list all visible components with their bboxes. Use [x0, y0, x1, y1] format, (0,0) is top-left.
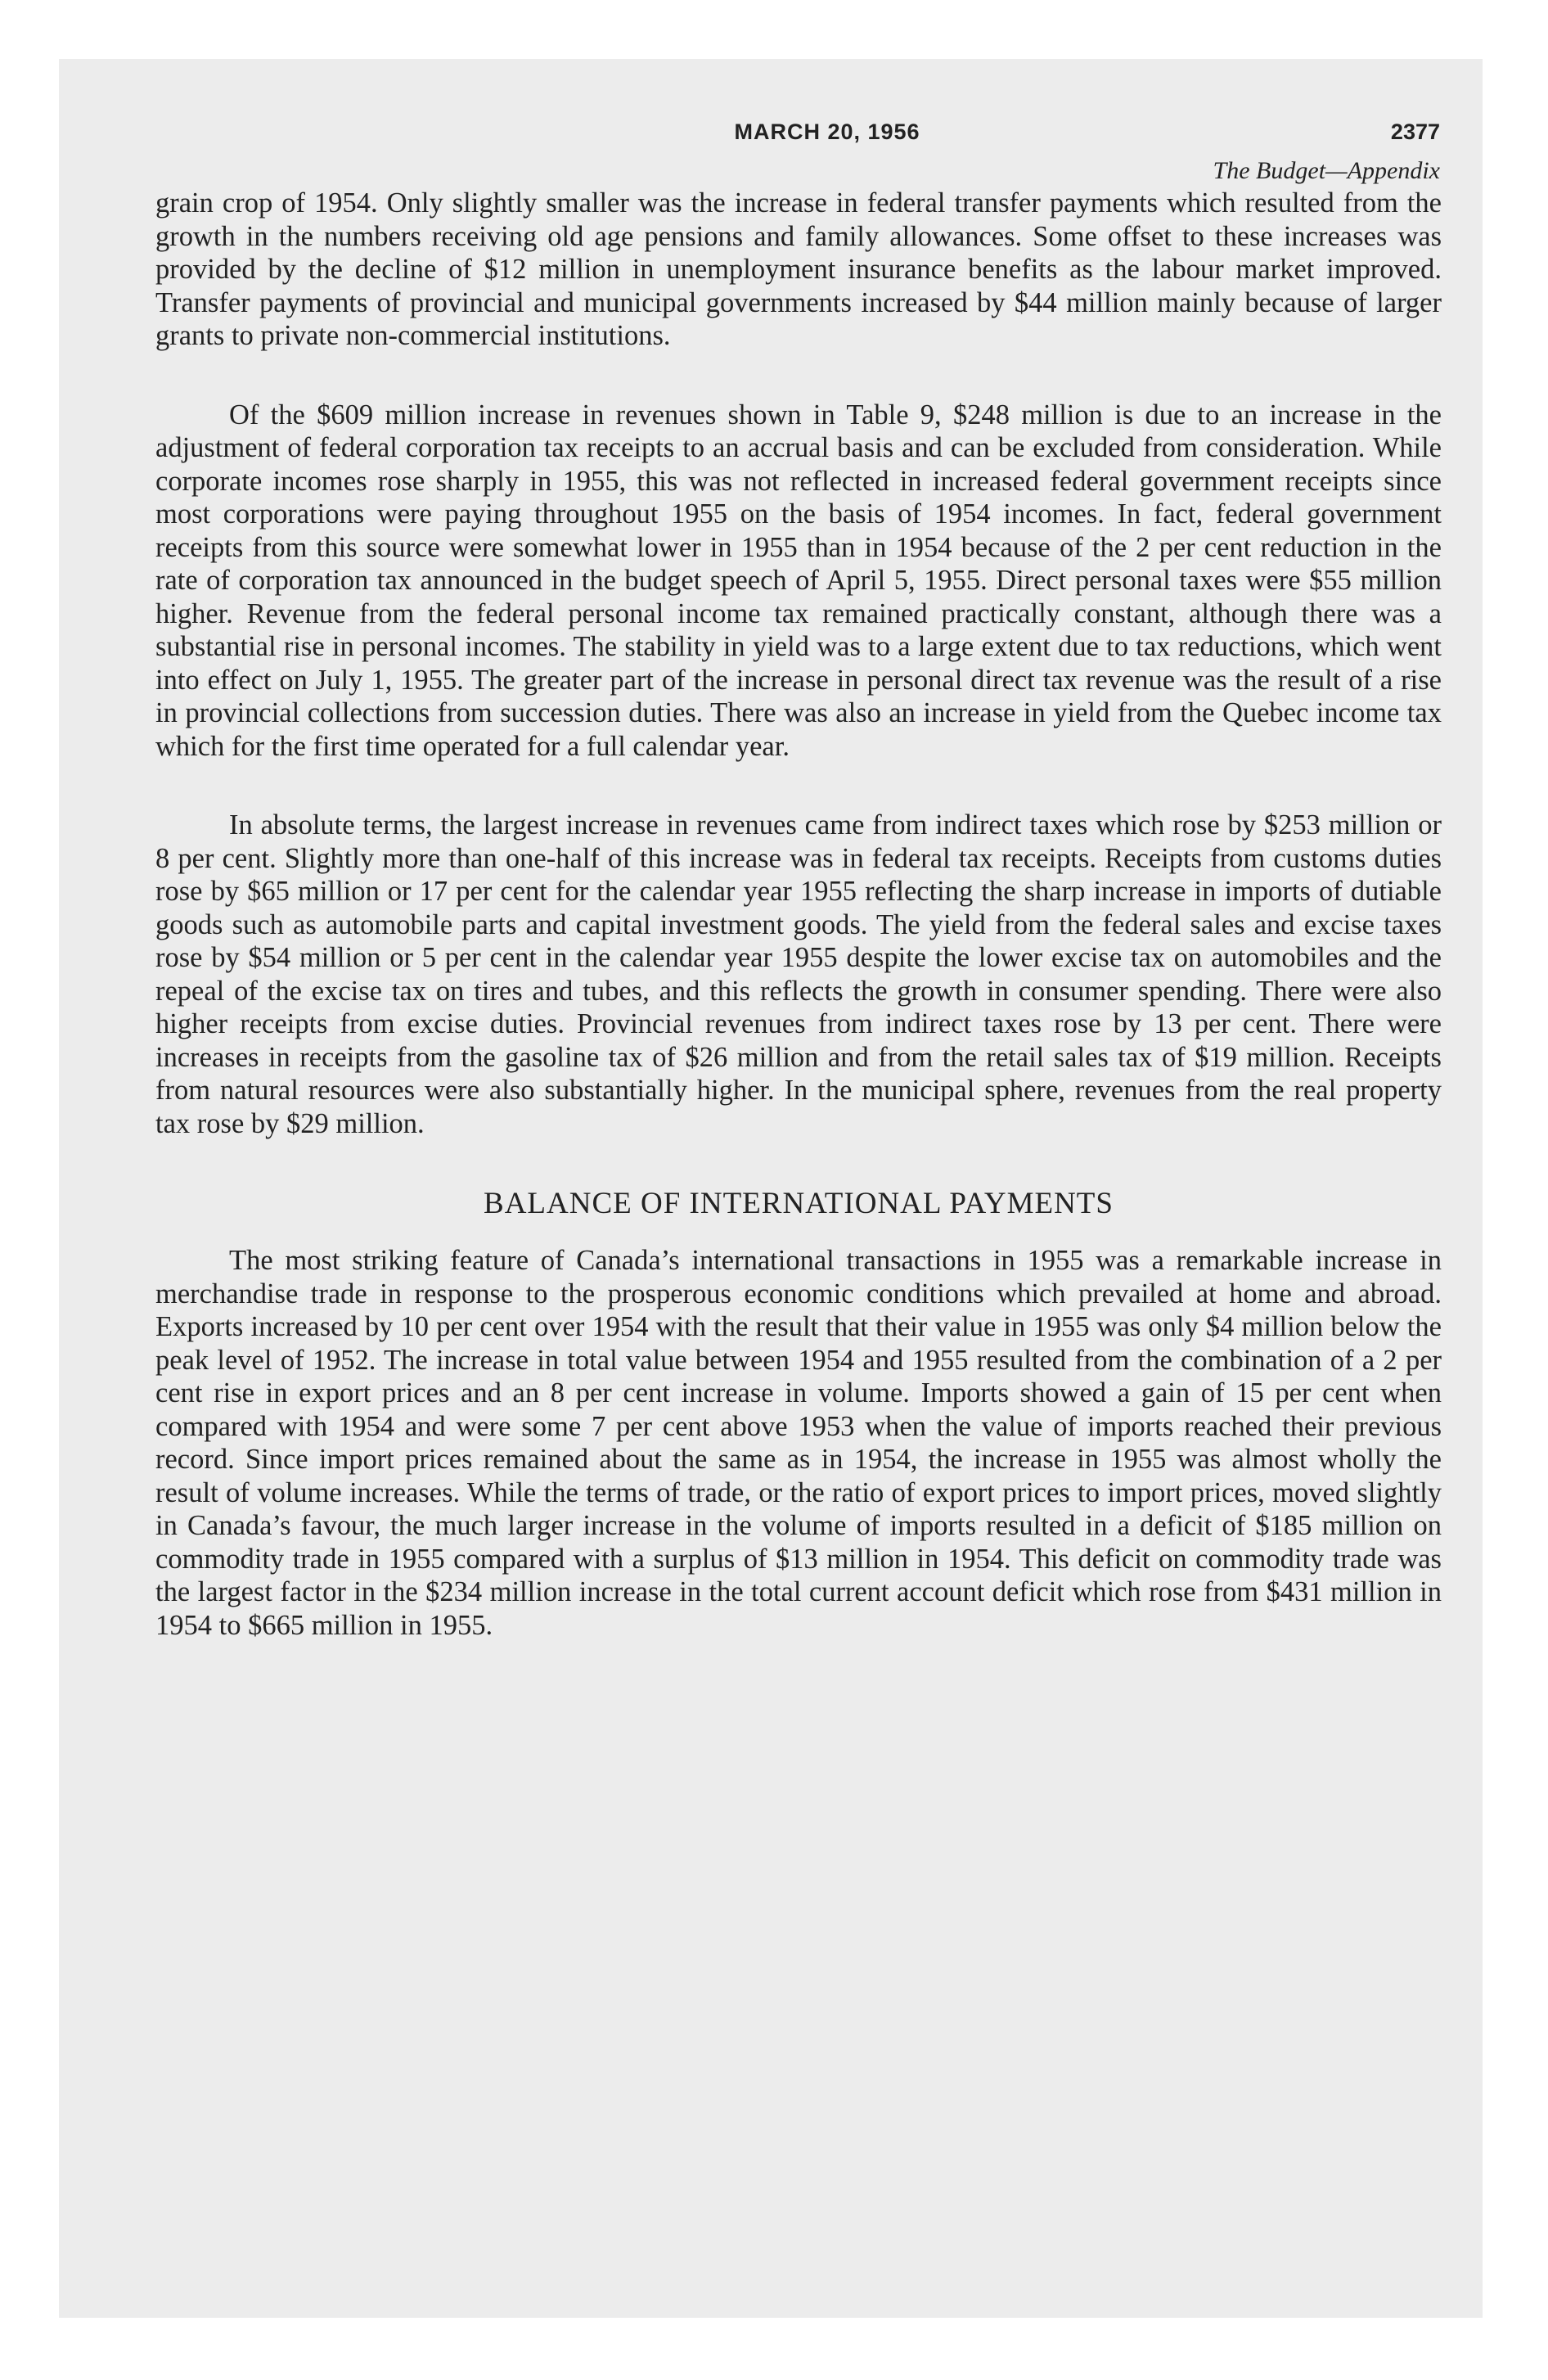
- document-page: [59, 59, 1483, 2318]
- paragraph-revenues: Of the $609 million increase in revenues shown in Table 9, $248 million is due to an increase in the adjustment of federal corporation tax receipts to an accrual basis and can be excluded from consideration. While corporate incomes rose sharply in 1955, this was not reflected in increased federal government receipts since most corporations were paying throughout 1955 on the basis of 1954 incomes. In fact, federal government receipts from this source were somewhat lower in 1955 than in 1954 because of the 2 per cent reduction in the rate of corporation tax announced in the budget speech of April 5, 1955. Direct personal taxes were $55 million higher. Revenue from the federal personal income tax remained practically constant, although there was a substantial rise in personal incomes. The stability in yield was to a large extent due to tax reductions, which went into effect on July 1, 1955. The greater part of the increase in personal direct tax revenue was the result of a rise in provincial collections from succession duties. There was also an increase in yield from the Quebec income tax which for the first time operated for a full calendar year.: [155, 399, 1442, 762]
- paragraph-indirect-taxes: In absolute terms, the largest increase in revenues came from indirect taxes which rose by $253 million or 8 per cent. Slightly more than one-half of this increase was in federal tax receipts. Receipts from customs duties rose by $65 million or 17 per cent for the calendar year 1955 reflecting the sharp increase in imports of dutiable goods such as automobile parts and capital investment goods. The yield from the federal sales and excise taxes rose by $54 million or 5 per cent in the calendar year 1955 despite the lower excise tax on automobiles and the repeal of the excise tax on tires and tubes, and this reflects the growth in consumer spending. There were also higher receipts from excise duties. Provincial revenues from indirect taxes rose by 13 per cent. There were increases in receipts from the gasoline tax of $26 million and from the retail sales tax of $19 million. Receipts from natural resources were also substantially higher. In the municipal sphere, revenues from the real property tax rose by $29 million.: [155, 809, 1442, 1139]
- running-header: [214, 119, 1440, 160]
- header-date: MARCH 20, 1956: [734, 119, 920, 144]
- paragraph-international-transactions: The most striking feature of Canada’s international transactions in 1955 was a remarkable increase in merchandise trade in response to the prosperous economic conditions which prevailed at home and abroad. Exports increased by 10 per cent over 1954 with the result that their value in 1955 was only $4 million below the peak level of 1952. The increase in total value between 1954 and 1955 resulted from the combination of a 2 per cent rise in export prices and an 8 per cent increase in volume. Imports showed a gain of 15 per cent when compared with 1954 and were some 7 per cent above 1953 when the value of imports reached their previous record. Since import prices remained about the same as in 1954, the increase in 1955 was almost wholly the result of volume increases. While the terms of trade, or the ratio of export prices to import prices, moved slightly in Canada’s favour, the much larger increase in the volume of imports resulted in a deficit of $185 million on commodity trade in 1955 compared with a surplus of $13 million in 1954. This deficit on commodity trade was the largest factor in the $234 million increase in the total current account deficit which rose from $431 million in 1954 to $665 million in 1955.: [155, 1245, 1442, 1641]
- page-number: 2377: [1390, 119, 1440, 144]
- paragraph-continued: grain crop of 1954. Only slightly smaller was the increase in federal transfer payments which resulted from the growth in the numbers receiving old age pensions and family allowances. Some offset to these increases was provided by the decline of $12 million in unemployment insurance benefits as the labour market improved. Transfer payments of provincial and municipal governments increased by $44 million mainly because of larger grants to private non-commercial institutions.: [155, 187, 1442, 351]
- section-running-title: The Budget—Appendix: [1213, 157, 1440, 184]
- body-text: [155, 187, 1442, 1688]
- section-heading: BALANCE OF INTERNATIONAL PAYMENTS: [484, 1187, 1114, 1220]
